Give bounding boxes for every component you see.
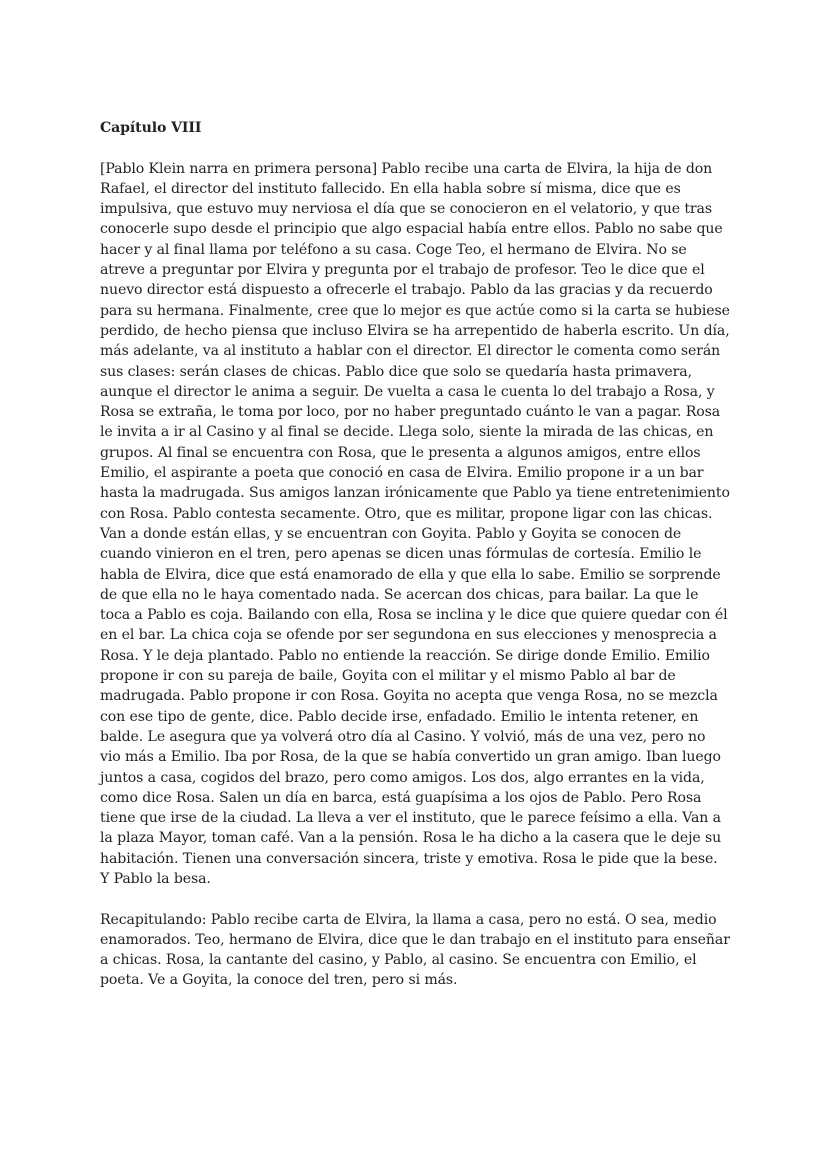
summary-paragraph: [Pablo Klein narra en primera persona] Pablo recibe una carta de Elvira, la hija de don Rafael, el director del instituto fallecido. En ella habla sobre sí misma, dice que es impulsiva, que estuvo muy nerviosa el día que se conocieron en el velatorio, y que tras conocerle supo desde el principio que algo espacial había entre ellos. Pablo no sabe que hacer y al final llama por teléfono a su casa. Coge Teo, el hermano de Elvira. No se atreve a preguntar por Elvira y pregunta por el trabajo de profesor. Teo le dice que el nuevo director está dispuesto a ofrecerle el trabajo. Pablo da las gracias y da recuerdo para su hermana. Finalmente, cree que lo mejor es que actúe como si la carta se hubiese perdido, de hecho piensa que incluso Elvira se ha arrepentido de haberla escrito. Un día, más adelante, va al instituto a hablar con el director. El director le comenta como serán sus clases: serán clases de chicas. Pablo dice que solo se quedaría hasta primavera, aunque el director le anima a seguir. De vuelta a casa le cuenta lo del trabajo a Rosa, y Rosa se extraña, le toma por loco, por no haber preguntado cuánto le van a pagar. Rosa le invita a ir al Casino y al final se decide. Llega solo, siente la mirada de las chicas, en grupos. Al final se encuentra con Rosa, que le presenta a algunos amigos, entre ellos Emilio, el aspirante a poeta que conoció en casa de Elvira. Emilio propone ir a un bar hasta la madrugada. Sus amigos lanzan irónicamente que Pablo ya tiene entretenimiento con Rosa. Pablo contesta secamente. Otro, que es militar, propone ligar con las chicas. Van a donde están ellas, y se encuentran con Goyita. Pablo y Goyita se conocen de cuando vinieron en el tren, pero apenas se dicen unas fórmulas de cortesía. Emilio le habla de Elvira, dice que está enamorado de ella y que ella lo sabe. Emilio se sorprende de que ella no le haya comentado nada. Se acercan dos chicas, para bailar. La que le toca a Pablo es coja. Bailando con ella, Rosa se inclina y le dice que quiere quedar con él en el bar. La chica coja se ofende por ser segundona en sus elecciones y menosprecia a Rosa. Y le deja plantado. Pablo no entiende la reacción. Se dirige donde Emilio. Emilio propone ir con su pareja de baile, Goyita con el militar y el mismo Pablo al bar de madrugada. Pablo propone ir con Rosa. Goyita no acepta que venga Rosa, no se mezcla con ese tipo de gente, dice. Pablo decide irse, enfadado. Emilio le intenta retener, en balde. Le asegura que ya volverá otro día al Casino. Y volvió, más de una vez, pero no vio más a Emilio. Iba por Rosa, de la que se había convertido un gran amigo. Iban luego juntos a casa, cogidos del brazo, pero como amigos. Los dos, algo errantes en la vida, como dice Rosa. Salen un día en barca, está guapísima a los ojos de Pablo. Pero Rosa tiene que irse de la ciudad. La lleva a ver el instituto, que le parece feísimo a ella. Van a la plaza Mayor, toman café. Van a la pensión. Rosa le ha dicho a la casera que le deje su habitación. Tienen una conversación sincera, triste y emotiva. Rosa le pide que la bese. Y Pablo la besa. (100, 160, 730, 887)
recap-paragraph: Recapitulando: Pablo recibe carta de Elvira, la llama a casa, pero no está. O sea, medio enamorados. Teo, hermano de Elvira, dice que le dan trabajo en el instituto para enseñar a chicas. Rosa, la cantante del casino, y Pablo, al casino. Se encuentra con Emilio, el poeta. Ve a Goyita, la conoce del tren, pero si más. (100, 911, 730, 989)
document-body (100, 118, 730, 991)
chapter-title: Capítulo VIII (100, 120, 202, 136)
